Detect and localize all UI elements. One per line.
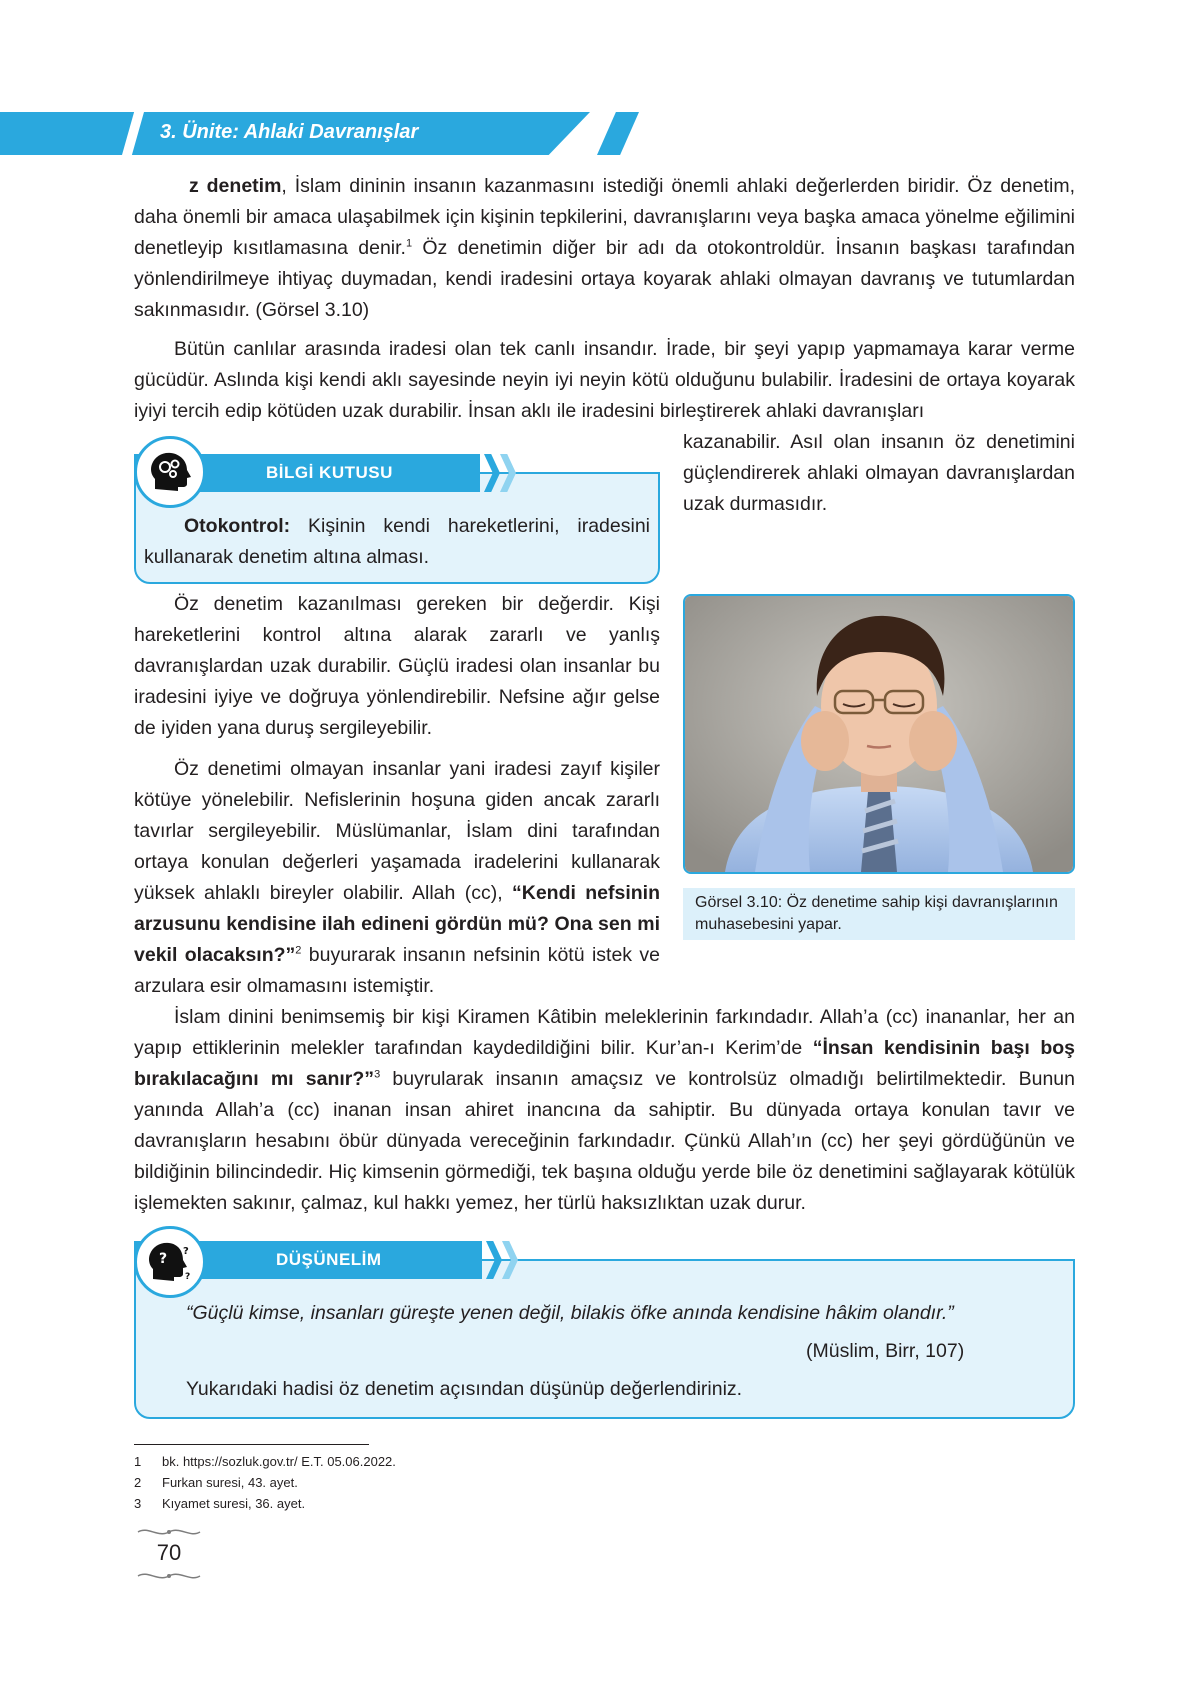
info-box-text: Kişinin kendi hareketlerini, iradesini kullanarak denetim altına alması. [144, 515, 650, 568]
hadith-source: (Müslim, Birr, 107) [806, 1340, 965, 1362]
verse-quote-2: “İnsan kendisinin başı boş bırakılacağını mı sanır?” [134, 1037, 1075, 1090]
info-box-title: BİLGİ KUTUSU [266, 463, 393, 482]
paragraph-4 [134, 754, 660, 1002]
hadith-quote: “Güçlü kimse, insanları güreşte yenen değil, bilakis öfke anında kendisine hâkim olandır.” [186, 1302, 954, 1324]
footnotes [134, 1451, 634, 1514]
footnote-2: 2 Furkan suresi, 43. ayet. [134, 1475, 298, 1490]
svg-text:?: ? [185, 1272, 191, 1282]
intro-rest-text: Öz denetimin diğer bir adı da otokontroldür. İnsanın başkası tarafından yönlendirilmeye ihtiyaç duymadan, kendi iradesini ortaya koyarak ahlaki olmayan davranış ve tutumlardan sakınmasıdır. (Görsel 3.10) [134, 237, 1075, 321]
figure-caption: Görsel 3.10: Öz denetime sahip kişi davranışlarının muhasebesini yapar. [683, 888, 1075, 940]
footnote-1: 1 bk. https://sozluk.gov.tr/ E.T. 05.06.2022. [134, 1454, 396, 1469]
paragraph-5 [134, 1002, 1075, 1219]
unit-title: 3. Ünite: Ahlaki Davranışlar [160, 121, 419, 143]
footnote-ref-2[interactable]: 2 [295, 944, 302, 957]
svg-text:?: ? [183, 1246, 189, 1257]
intro-lead-text: , İslam dininin insanın kazanmasını istediği önemli ahlaki değerlerden biridir. Öz denetim, daha önemli bir amaca ulaşabilmek için kişinin tepkilerini, davranışlarını veya başka amaca yönelme eğilimini denetleyip kısıtlamasına denir. [134, 175, 1076, 259]
page-number: 70 [156, 1540, 182, 1565]
paragraph-5-tail: buyrularak insanın amaçsız ve kontrolsüz olmadığı belirtilmektedir. Bunun yanında Allah’a (cc) inanan insan ahiret inancına da sahiptir. Bu dünyada ortaya konulan tavır ve davranışların hesabını öbür dünyada vereceğinin farkındadır. Çünkü Allah’ın (cc) her şeyi gördüğünün ve bildiğinin bilincindedir. Hiç kimsenin görmediği, tek başına olduğu yerde bile öz denetimini sağlayarak kötülük işlemekten sakınır, çalmaz, kul hakkı yemez, her türlü haksızlıktan uzak durur. [134, 1068, 1075, 1214]
paragraph-4-tail: buyurarak insanın nefsinin kötü istek ve arzulara esir olmamasını istemiştir. [134, 944, 660, 997]
intro-lead-term: z denetim [189, 175, 282, 197]
footnote-3: 3 Kıyamet suresi, 36. ayet. [134, 1496, 306, 1511]
svg-text:?: ? [159, 1251, 168, 1267]
info-box-definition [144, 511, 650, 573]
think-box-title: DÜŞÜNELİM [276, 1250, 382, 1269]
head-gears-icon [134, 436, 206, 508]
intro-paragraph [134, 171, 1075, 326]
footnote-divider [134, 1444, 369, 1445]
head-question-icon [134, 1226, 206, 1298]
figure-photo [683, 594, 1075, 874]
paragraph-2-side: kazanabilir. Asıl olan insanın öz denetimini güçlendirerek ahlaki olmayan davranışlardan uzak durmasıdır. [683, 431, 1075, 515]
footnote-ref-3[interactable]: 3 [374, 1068, 381, 1081]
footnote-ref-1[interactable]: 1 [405, 237, 413, 250]
paragraph-2: Bütün canlılar arasında iradesi olan tek canlı insandır. İrade, bir şeyi yapıp yapmamaya karar verme gücüdür. Aslında kişi kendi aklı sayesinde neyin iyi neyin kötü olduğunu bulabilir. İradesini de ortaya koyarak iyiyi tercih edip kötüden uzak durabilir. İnsan aklı ile iradesini birleştirerek ahlaki davranışları [134, 338, 1075, 422]
verse-quote-1: “Kendi nefsinin arzusunu kendisine ilah edineni gördün mü? Ona sen mi vekil olacaksın?” [134, 882, 661, 966]
unit-header-stripe [597, 112, 639, 155]
paragraph-5-text: İslam dinini benimsemiş bir kişi Kiramen Kâtibin meleklerinin farkındadır. Allah’a (cc) inananlar, her an yapıp ettiklerinin melekler tarafından kaydedildiğini bilir. Kur’an-ı Kerim’de [134, 1006, 1075, 1059]
paragraph-4-text: Öz denetimi olmayan insanlar yani iradesi zayıf kişiler kötüye yönelebilir. Nefislerinin hoşuna giden ancak zararlı tavırlar sergileyebilir. Müslümanlar, İslam dini tarafından ortaya konulan değerleri yaşamada iradelerini kullanarak yüksek ahlaklı bireyler olabilir. Allah (cc), [134, 758, 660, 904]
think-task: Yukarıdaki hadisi öz denetim açısından düşünüp değerlendiriniz. [186, 1378, 743, 1400]
info-box-term: Otokontrol: [184, 515, 291, 537]
paragraph-3: Öz denetim kazanılması gereken bir değerdir. Kişi hareketlerini kontrol altına alarak zararlı ve yanlış davranışlardan uzak durabilir. Güçlü iradesi olan insanlar bu iradesini iyiye ve doğruya yönlendirebilir. Nefsine ağır gelse de iyiden yana duruş sergileyebilir. [134, 593, 660, 739]
